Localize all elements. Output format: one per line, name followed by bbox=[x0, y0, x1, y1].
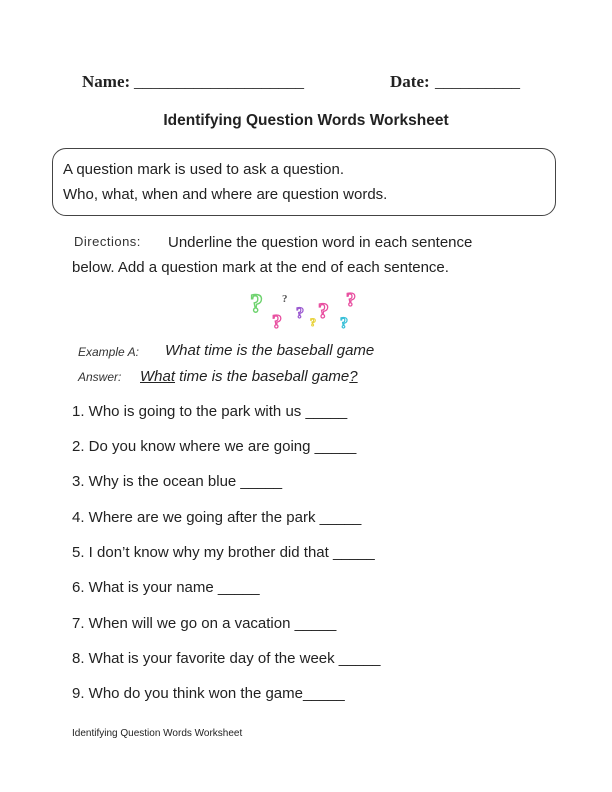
qmark-purple-icon: ? bbox=[296, 305, 304, 322]
qmark-small-icon: ? bbox=[282, 293, 288, 305]
name-label: Name: bbox=[82, 72, 131, 91]
qmark-yellow-icon: ? bbox=[310, 315, 316, 329]
answer-question-mark: ? bbox=[349, 368, 358, 385]
rule-box bbox=[52, 148, 556, 216]
example-sentence: What time is the baseball game bbox=[165, 342, 375, 359]
directions-line-2: below. Add a question mark at the end of each sentence. bbox=[72, 259, 449, 276]
answer-rest: time is the baseball game bbox=[175, 368, 350, 385]
question-marks-decoration bbox=[244, 288, 368, 332]
question-item: 8. What is your favorite day of the week _____ bbox=[72, 650, 381, 667]
page-title: Identifying Question Words Worksheet bbox=[163, 112, 449, 129]
question-item: 4. Where are we going after the park _____ bbox=[72, 509, 362, 526]
question-item: 6. What is your name _____ bbox=[72, 579, 260, 596]
rule-line-2: Who, what, when and where are question words. bbox=[63, 186, 388, 203]
question-item: 5. I don’t know why my brother did that _____ bbox=[72, 544, 375, 561]
example-label: Example A: bbox=[78, 345, 139, 359]
name-blank[interactable]: ____________________ bbox=[134, 72, 304, 91]
directions-label: Directions: bbox=[74, 234, 141, 249]
question-item: 1. Who is going to the park with us _____ bbox=[72, 403, 348, 420]
date-blank[interactable]: __________ bbox=[435, 72, 520, 91]
qmark-cyan-icon: ? bbox=[340, 315, 348, 332]
question-item: 3. Why is the ocean blue _____ bbox=[72, 473, 283, 490]
footer-text: Identifying Question Words Worksheet bbox=[72, 728, 243, 739]
answer-label: Answer: bbox=[78, 370, 122, 384]
question-item: 7. When will we go on a vacation _____ bbox=[72, 615, 337, 632]
question-item: 9. Who do you think won the game_____ bbox=[72, 685, 345, 702]
qmark-green-icon: ? bbox=[250, 289, 263, 318]
qmark-pink3-icon: ? bbox=[346, 289, 356, 311]
qmark-pink-icon: ? bbox=[272, 311, 282, 332]
directions-line-1: Underline the question word in each sentence bbox=[168, 234, 473, 251]
rule-line-1: A question mark is used to ask a question. bbox=[63, 161, 344, 178]
answer-underlined-word: What bbox=[140, 368, 176, 385]
date-label: Date: bbox=[390, 72, 430, 91]
question-item: 2. Do you know where we are going _____ bbox=[72, 438, 357, 455]
answer-sentence bbox=[140, 368, 358, 385]
qmark-pink2-icon: ? bbox=[318, 298, 329, 323]
